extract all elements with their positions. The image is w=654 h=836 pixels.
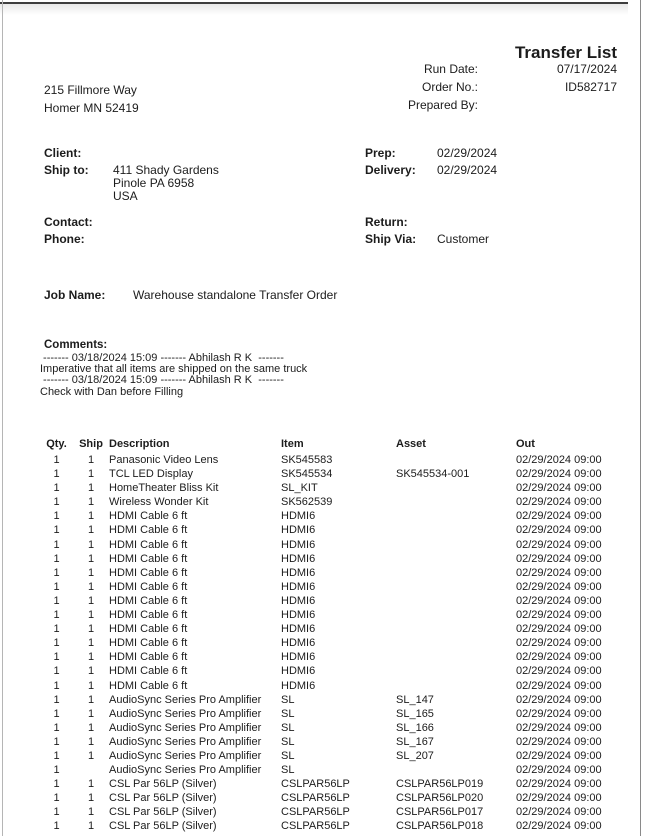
table-cell: SK545534 [281,468,333,481]
table-row [40,481,624,495]
table-cell: 1 [53,651,60,664]
table-cell: AudioSync Series Pro Amplifier [109,693,262,706]
table-cell: SL [281,707,295,720]
table-cell: 02/29/2024 09:00 [516,651,602,664]
table-cell: SK562539 [281,496,333,509]
table-cell: 02/29/2024 09:00 [516,693,602,706]
table-row [40,819,624,833]
table-cell: 1 [87,609,95,622]
table-cell: AudioSync Series Pro Amplifier [109,721,262,734]
prepared-by-value [478,98,617,116]
table-cell: 1 [53,609,60,622]
ship-via-label: Ship Via: [365,232,417,246]
table-cell: HDMI Cable 6 ft [109,594,188,607]
table-row [40,679,624,693]
table-row [40,749,624,763]
table-cell: 02/29/2024 09:00 [516,524,602,537]
table-cell: 1 [53,778,60,791]
address-line-1: 215 Fillmore Way [44,83,137,97]
table-cell: 02/29/2024 09:00 [516,820,602,833]
table-cell: 1 [53,510,60,523]
items-table [40,438,624,834]
table-cell: AudioSync Series Pro Amplifier [109,735,262,748]
table-cell [396,509,516,523]
table-cell: HDMI6 [281,566,316,579]
address-line-2: Homer MN 52419 [44,101,139,115]
table-cell: HDMI Cable 6 ft [109,609,188,622]
table-cell: AudioSync Series Pro Amplifier [109,749,262,762]
table-cell: 02/29/2024 09:00 [516,679,602,692]
table-cell: 1 [53,735,60,748]
table-cell: 1 [53,482,60,495]
table-cell: SL [281,749,295,762]
table-cell [396,679,516,693]
table-cell: 02/29/2024 09:00 [516,764,602,777]
comments-lines [40,353,307,398]
table-cell: 1 [87,623,95,636]
table-cell: 02/29/2024 09:00 [516,749,602,762]
return-label: Return: [365,215,408,229]
table-cell: 02/29/2024 09:00 [516,665,602,678]
table-cell: 1 [87,580,95,593]
comment-line: Check with Dan before Filling [40,385,184,398]
table-row [40,495,624,509]
column-header: Qty. [46,438,67,450]
table-cell [73,763,109,777]
table-row [40,509,624,523]
table-cell: 02/29/2024 09:00 [516,510,602,523]
table-cell [396,608,516,622]
column-header: Asset [396,438,426,450]
table-cell [396,481,516,495]
delivery-label: Delivery: [365,163,416,177]
table-cell: 02/29/2024 09:00 [516,721,602,734]
comment-line: Imperative that all items are shipped on the same truck [40,363,308,376]
table-row [40,650,624,664]
table-row [40,735,624,749]
table-cell: 1 [53,693,60,706]
table-cell: 1 [87,566,95,579]
table-cell: 02/29/2024 09:00 [516,454,602,466]
table-cell [396,538,516,552]
column-header: Description [109,438,170,450]
table-cell [396,594,516,608]
table-cell: 02/29/2024 09:00 [516,566,602,579]
table-cell: 02/29/2024 09:00 [516,468,602,481]
ship-to-address-line: Pinole PA 6958 [113,176,195,190]
table-cell: AudioSync Series Pro Amplifier [109,707,262,720]
table-cell: 1 [53,454,60,466]
table-row [40,636,624,650]
table-cell: HDMI6 [281,580,316,593]
table-row [40,523,624,537]
table-cell [396,495,516,509]
table-row [40,467,624,481]
comments-label: Comments: [44,339,108,351]
table-cell: 02/29/2024 09:00 [516,482,602,495]
table-cell: HDMI Cable 6 ft [109,679,188,692]
table-cell: 1 [53,468,60,481]
table-cell: SL [281,721,295,734]
items-table-body [40,453,624,834]
table-cell: 02/29/2024 09:00 [516,623,602,636]
table-cell: 1 [87,792,95,805]
table-cell: 1 [87,679,95,692]
company-address [44,81,139,117]
table-cell: 1 [87,637,95,650]
table-row [40,693,624,707]
table-cell: SL_147 [396,693,434,706]
ship-to-address [113,164,219,203]
table-cell: SL_207 [396,749,434,762]
table-cell: CSLPAR56LP [281,806,350,819]
table-cell: 1 [87,693,95,706]
table-row [40,664,624,678]
table-cell: 1 [87,468,95,481]
ship-to-address-line: 411 Shady Gardens [113,163,219,177]
prepared-by-label: Prepared By: [407,98,478,112]
table-cell: 02/29/2024 09:00 [516,806,602,819]
table-row [40,707,624,721]
table-cell: HDMI6 [281,679,316,692]
table-cell: 1 [53,707,60,720]
table-cell: HDMI Cable 6 ft [109,538,188,551]
order-no-value: ID582717 [564,80,617,94]
table-row [40,791,624,805]
table-cell: 1 [87,778,95,791]
table-cell: 1 [53,721,60,734]
table-cell: HDMI Cable 6 ft [109,637,188,650]
table-cell: 1 [53,538,60,551]
table-cell: SL [281,735,295,748]
job-name-label: Job Name: [44,288,106,302]
table-cell [396,664,516,678]
table-cell: 1 [53,524,60,537]
table-row [40,580,624,594]
table-cell: 02/29/2024 09:00 [516,552,602,565]
order-no-label: Order No.: [421,80,478,94]
table-cell: 1 [87,496,95,509]
table-cell: 02/29/2024 09:00 [516,580,602,593]
ship-via-value: Customer [437,232,490,246]
table-cell: Wireless Wonder Kit [109,496,209,509]
table-cell: 02/29/2024 09:00 [516,538,602,551]
table-row [40,622,624,636]
left-edge-line [2,0,3,836]
table-cell [396,566,516,580]
table-cell: 1 [53,566,60,579]
table-cell: 1 [87,594,95,607]
table-cell: HDMI Cable 6 ft [109,566,188,579]
table-cell: SK545534-001 [396,468,470,481]
table-cell: 1 [53,749,60,762]
column-header: Out [516,438,535,450]
table-cell: HDMI Cable 6 ft [109,552,188,565]
table-cell: 1 [87,454,95,466]
table-cell: HDMI Cable 6 ft [109,623,188,636]
run-date-label: Run Date: [423,62,478,76]
table-cell: 1 [53,820,60,833]
table-cell: 02/29/2024 09:00 [516,496,602,509]
table-cell: 02/29/2024 09:00 [516,792,602,805]
job-name-value: Warehouse standalone Transfer Order [133,288,338,302]
report-meta [300,62,617,116]
table-cell: 02/29/2024 09:00 [516,707,602,720]
table-cell: 02/29/2024 09:00 [516,735,602,748]
table-row [40,721,624,735]
table-cell: CSL Par 56LP (Silver) [109,792,217,805]
table-cell: SL_166 [396,721,434,734]
table-row [40,538,624,552]
table-cell: 02/29/2024 09:00 [516,594,602,607]
right-edge-line [640,0,641,836]
page-title: Transfer List [514,43,617,62]
table-cell: 02/29/2024 09:00 [516,778,602,791]
table-cell [396,453,516,467]
table-row [40,763,624,777]
table-cell: HDMI Cable 6 ft [109,651,188,664]
table-cell: SL [281,764,295,777]
table-cell: 1 [53,665,60,678]
table-cell: 1 [87,524,95,537]
table-cell: HDMI6 [281,665,316,678]
table-cell: SL_KIT [281,482,318,495]
table-cell: HDMI6 [281,552,316,565]
table-cell: 1 [53,623,60,636]
table-cell: 1 [87,749,95,762]
table-cell [396,763,516,777]
table-cell: 02/29/2024 09:00 [516,637,602,650]
meta-row [300,62,617,80]
table-row [40,453,624,467]
table-cell: CSLPAR56LP020 [396,792,484,805]
table-row [40,805,624,819]
table-cell: 1 [53,792,60,805]
table-cell: CSL Par 56LP (Silver) [109,806,217,819]
delivery-value: 02/29/2024 [437,163,498,177]
table-cell: 1 [87,510,95,523]
table-cell: 1 [53,806,60,819]
table-cell: 1 [87,552,95,565]
table-cell: CSLPAR56LP018 [396,820,484,833]
table-cell: HDMI Cable 6 ft [109,580,188,593]
table-cell: SK545583 [281,454,333,466]
table-cell: HDMI6 [281,651,316,664]
prep-value: 02/29/2024 [437,146,498,160]
ship-to-address-line: USA [113,189,138,203]
ship-to-label: Ship to: [44,163,89,177]
table-cell: HomeTheater Bliss Kit [109,482,219,495]
comment-line: ------- 03/18/2024 15:09 ------- Abhilash R K ------- [40,352,284,364]
table-cell: CSL Par 56LP (Silver) [109,820,217,833]
table-row [40,566,624,580]
table-cell: HDMI6 [281,524,316,537]
table-cell [396,523,516,537]
table-cell: HDMI6 [281,510,316,523]
table-cell: CSLPAR56LP [281,820,350,833]
table-cell: 1 [87,721,95,734]
table-cell: 1 [53,679,60,692]
table-cell: 1 [87,707,95,720]
table-cell: 1 [53,637,60,650]
table-cell: CSLPAR56LP017 [396,806,484,819]
table-cell: SL_167 [396,735,434,748]
run-date-value: 07/17/2024 [556,62,617,76]
table-cell: CSLPAR56LP [281,792,350,805]
items-table-header [40,438,624,453]
table-cell: 1 [53,496,60,509]
client-label: Client: [44,146,82,160]
table-row [40,777,624,791]
table-cell [396,580,516,594]
meta-row [300,80,617,98]
table-cell: CSLPAR56LP019 [396,778,484,791]
table-cell: AudioSync Series Pro Amplifier [109,764,262,777]
table-cell: CSL Par 56LP (Silver) [109,778,217,791]
table-cell: 1 [87,665,95,678]
column-header: Item [281,438,304,450]
table-cell: CSLPAR56LP [281,778,350,791]
table-row [40,552,624,566]
table-cell: 1 [53,594,60,607]
contact-label: Contact: [44,215,93,229]
table-cell: HDMI6 [281,623,316,636]
table-cell: TCL LED Display [109,468,193,481]
column-header: Ship [79,438,103,450]
table-cell: HDMI6 [281,594,316,607]
table-cell [396,552,516,566]
table-cell: 1 [87,820,95,833]
table-row [40,594,624,608]
table-cell: HDMI Cable 6 ft [109,510,188,523]
table-cell: 1 [53,764,60,777]
prep-label: Prep: [365,146,396,160]
table-cell: 1 [53,552,60,565]
table-cell: 1 [87,806,95,819]
table-cell [396,636,516,650]
meta-row [300,98,617,116]
table-row [40,608,624,622]
table-cell: HDMI6 [281,609,316,622]
table-cell: HDMI6 [281,637,316,650]
table-cell [396,622,516,636]
table-cell: HDMI Cable 6 ft [109,524,188,537]
table-cell: 1 [87,538,95,551]
top-edge-shadow [0,4,628,15]
table-cell: SL [281,693,295,706]
table-cell: SL_165 [396,707,434,720]
table-cell [396,650,516,664]
comment-line: ------- 03/18/2024 15:09 ------- Abhilash R K ------- [40,374,284,387]
table-cell: 1 [87,651,95,664]
table-cell: 02/29/2024 09:00 [516,609,602,622]
table-cell: Panasonic Video Lens [109,454,219,466]
table-cell: 1 [87,735,95,748]
table-cell: HDMI Cable 6 ft [109,665,188,678]
table-cell: 1 [87,482,95,495]
table-cell: 1 [53,580,60,593]
phone-label: Phone: [44,232,85,246]
table-cell: HDMI6 [281,538,316,551]
